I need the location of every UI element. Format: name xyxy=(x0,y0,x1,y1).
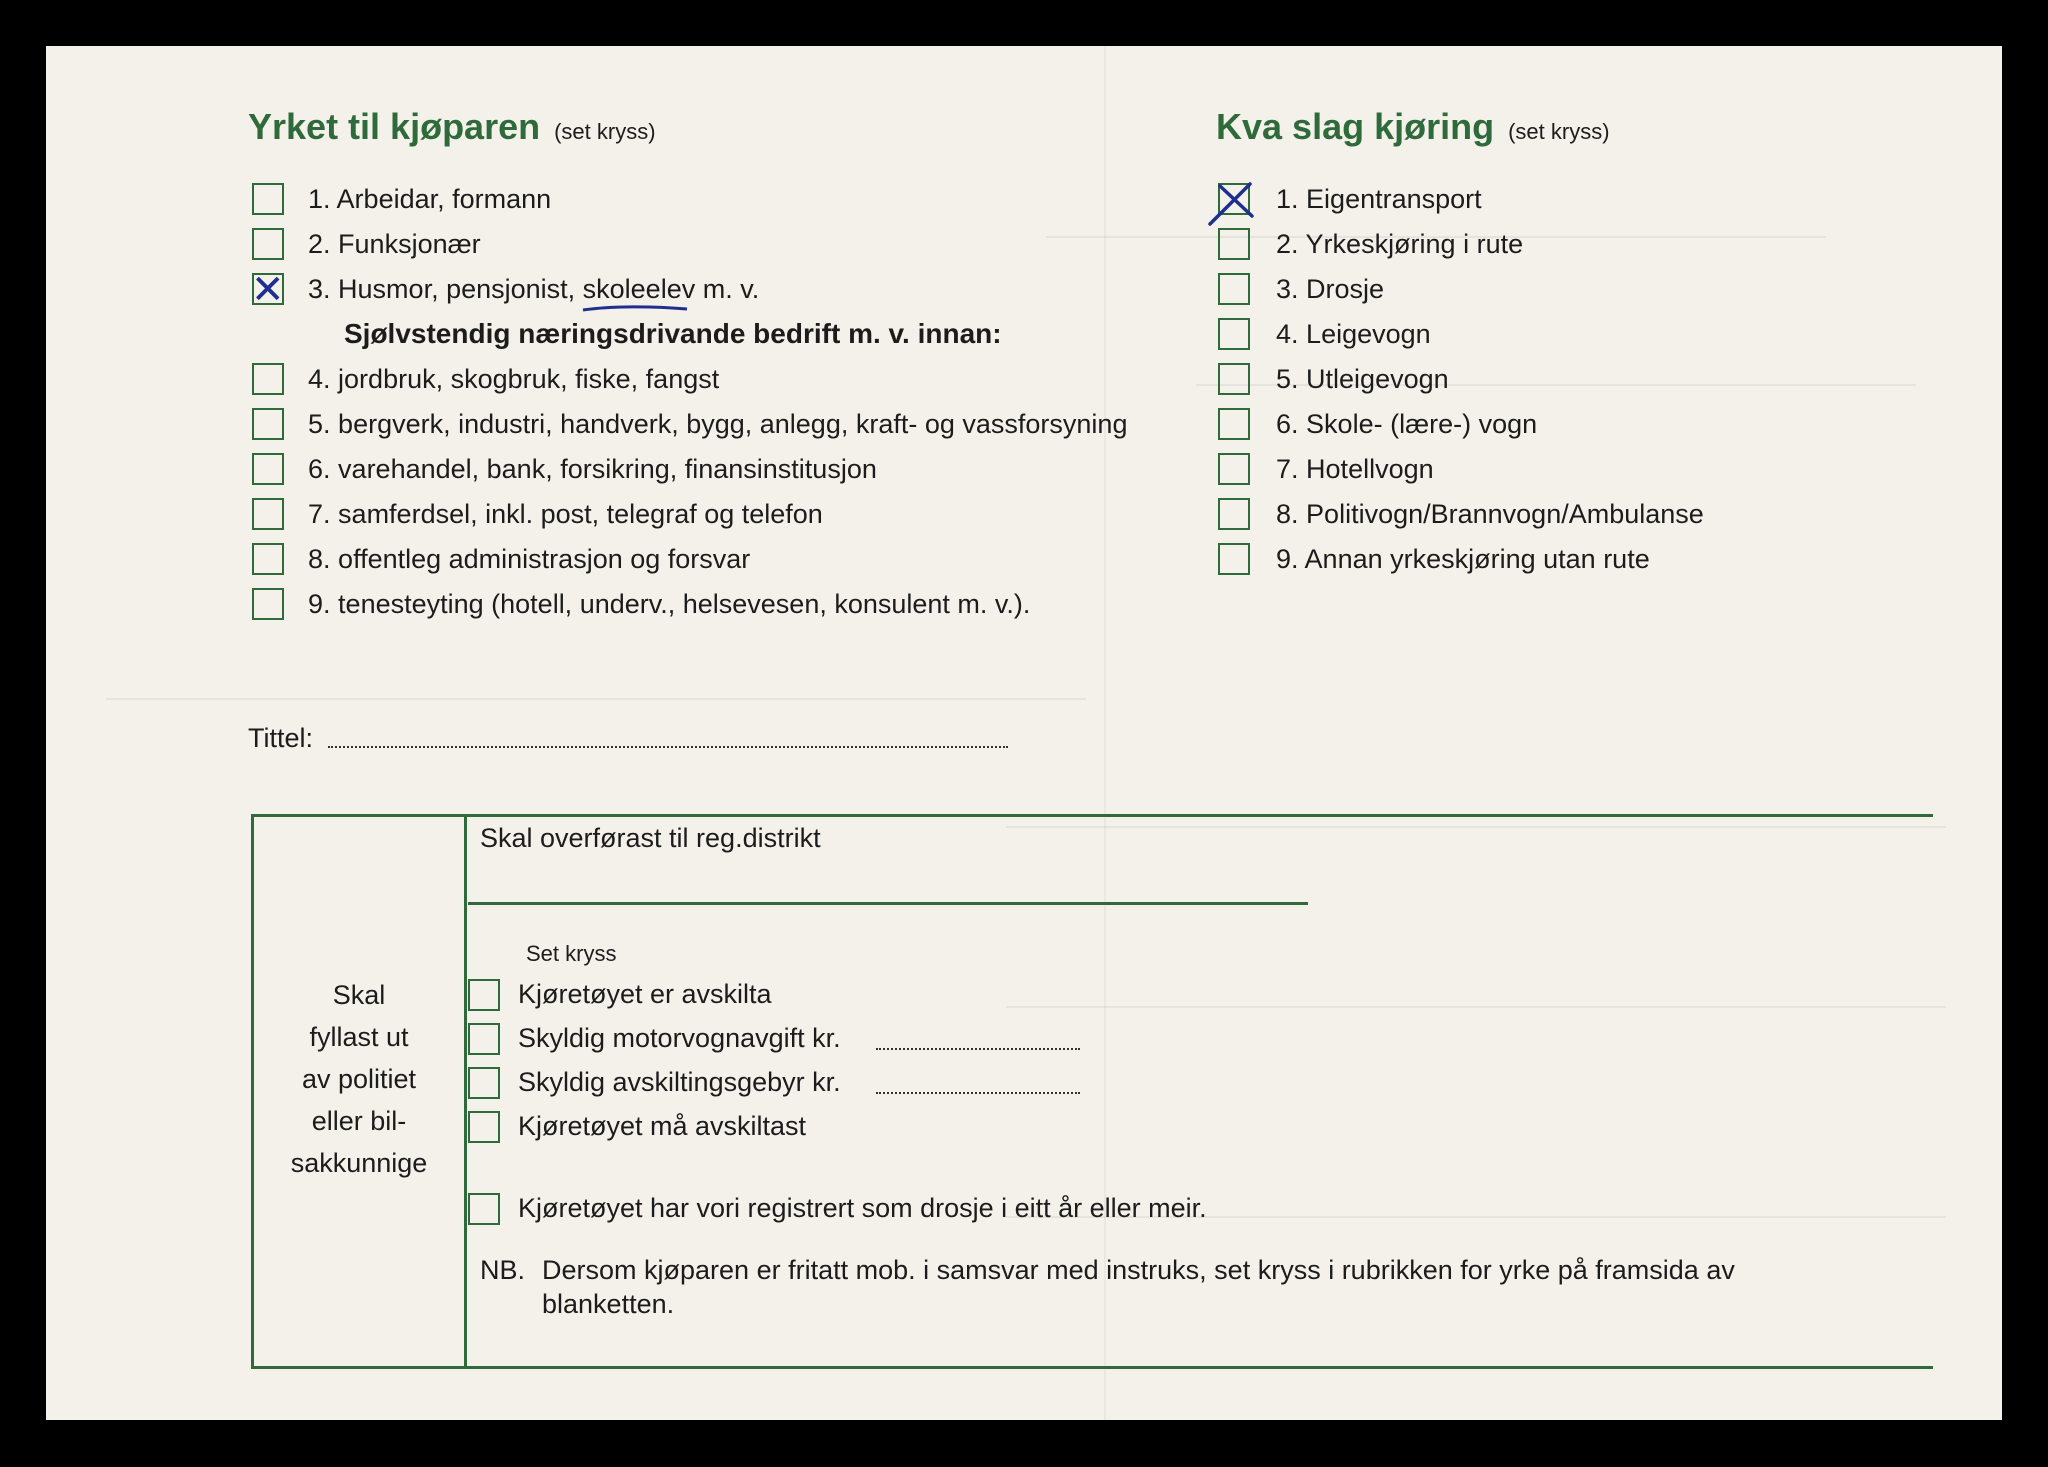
option-number: 8. xyxy=(308,544,331,574)
option-number: 1. xyxy=(308,184,331,214)
option-label: m. v. xyxy=(695,274,760,304)
nb-note-line-1: Dersom kjøparen er fritatt mob. i samsvar med instruks, set kryss i rubrikken for yrke på framsida av xyxy=(542,1255,1735,1285)
option-label: jordbruk, skogbruk, fiske, fangst xyxy=(338,364,720,394)
option-number: 3. xyxy=(308,274,331,304)
occupation-title: Yrket til kjøparen xyxy=(248,106,541,147)
occupation-checkbox-8[interactable] xyxy=(252,543,284,575)
option-number: 4. xyxy=(1276,319,1299,349)
taxi-registered-label: Kjøretøyet har vori registrert som drosje i eitt år eller meir. xyxy=(518,1193,1207,1223)
driving-type-heading xyxy=(1216,106,1610,148)
police-box-top-border xyxy=(251,814,1933,817)
driving-checkbox-3[interactable] xyxy=(1218,273,1250,305)
driving-checkbox-2[interactable] xyxy=(1218,228,1250,260)
option-number: 6. xyxy=(1276,409,1299,439)
plate-fee-checkbox[interactable] xyxy=(468,1067,500,1099)
option-number: 1. xyxy=(1276,184,1299,214)
option-label: Politivogn/Brannvogn/Ambulanse xyxy=(1306,499,1704,529)
side-label-line: sakkunnige xyxy=(290,1148,428,1178)
option-label: Skole- (lære-) vogn xyxy=(1306,409,1538,439)
x-check-mark-icon xyxy=(1206,176,1258,228)
nb-note-line-2: blanketten. xyxy=(542,1289,675,1319)
driving-checkbox-9[interactable] xyxy=(1218,543,1250,575)
set-kryss-label: Set kryss xyxy=(526,941,617,966)
option-number: 4. xyxy=(308,364,331,394)
occupation-subtitle: (set kryss) xyxy=(554,119,656,144)
option-label: Husmor, pensjonist, xyxy=(338,274,583,304)
option-label: Annan yrkeskjøring utan rute xyxy=(1304,544,1650,574)
must-deregister-checkbox[interactable] xyxy=(468,1111,500,1143)
occupation-checkbox-5[interactable] xyxy=(252,408,284,440)
option-number: 9. xyxy=(308,589,331,619)
police-box-bottom-border xyxy=(251,1366,1933,1369)
deregistered-label: Kjøretøyet er avskilta xyxy=(518,979,772,1009)
police-side-label xyxy=(254,974,464,1184)
option-label-underlined: skoleelev xyxy=(582,274,696,304)
pen-underline-icon xyxy=(581,304,691,314)
option-number: 9. xyxy=(1276,544,1299,574)
district-field-line[interactable] xyxy=(468,902,1308,905)
plate-fee-label: Skyldig avskiltingsgebyr kr. xyxy=(518,1067,841,1097)
occupation-checkbox-1[interactable] xyxy=(252,183,284,215)
side-label-line: eller bil- xyxy=(311,1106,407,1136)
option-label: Drosje xyxy=(1306,274,1385,304)
vehicle-tax-amount-field[interactable] xyxy=(876,1048,1080,1050)
driving-type-title: Kva slag kjøring xyxy=(1216,106,1495,147)
occupation-checkbox-4[interactable] xyxy=(252,363,284,395)
option-label: offentleg administrasjon og forsvar xyxy=(338,544,751,574)
option-number: 3. xyxy=(1276,274,1299,304)
side-label-line: Skal xyxy=(332,980,386,1010)
vehicle-tax-label: Skyldig motorvognavgift kr. xyxy=(518,1023,841,1053)
option-label: Hotellvogn xyxy=(1306,454,1434,484)
section-heading: Sjølvstendig næringsdrivande bedrift m. v. innan: xyxy=(344,318,1002,349)
occupation-checkbox-6[interactable] xyxy=(252,453,284,485)
option-label: varehandel, bank, forsikring, finansinstitusjon xyxy=(338,454,877,484)
driving-checkbox-8[interactable] xyxy=(1218,498,1250,530)
option-number: 7. xyxy=(1276,454,1299,484)
show-through-line xyxy=(1006,1006,1946,1008)
driving-checkbox-5[interactable] xyxy=(1218,363,1250,395)
occupation-heading xyxy=(248,106,656,148)
transfer-district-label: Skal overførast til reg.distrikt xyxy=(480,823,821,853)
option-label: Yrkeskjøring i rute xyxy=(1305,229,1524,259)
option-label: Leigevogn xyxy=(1306,319,1431,349)
deregistered-checkbox[interactable] xyxy=(468,979,500,1011)
taxi-registered-checkbox[interactable] xyxy=(468,1193,500,1225)
option-number: 6. xyxy=(308,454,331,484)
option-number: 8. xyxy=(1276,499,1299,529)
x-check-mark-icon: ✕ xyxy=(251,267,285,313)
driving-type-subtitle: (set kryss) xyxy=(1508,119,1610,144)
side-label-line: fyllast ut xyxy=(309,1022,409,1052)
form-sheet xyxy=(46,46,2002,1420)
show-through-line xyxy=(1006,826,1946,828)
option-number: 2. xyxy=(308,229,331,259)
tittel-field[interactable] xyxy=(328,746,1008,748)
driving-checkbox-4[interactable] xyxy=(1218,318,1250,350)
option-label: Eigentransport xyxy=(1306,184,1482,214)
option-number: 2. xyxy=(1276,229,1299,259)
option-label: Utleigevogn xyxy=(1306,364,1449,394)
option-number: 5. xyxy=(1276,364,1299,394)
option-label: tenesteyting (hotell, underv., helsevesen, konsulent m. v.). xyxy=(338,589,1031,619)
side-label-line: av politiet xyxy=(301,1064,417,1094)
must-deregister-label: Kjøretøyet må avskiltast xyxy=(518,1111,807,1141)
option-label: samferdsel, inkl. post, telegraf og telefon xyxy=(338,499,823,529)
occupation-checkbox-7[interactable] xyxy=(252,498,284,530)
occupation-checkbox-9[interactable] xyxy=(252,588,284,620)
driving-checkbox-7[interactable] xyxy=(1218,453,1250,485)
option-number: 7. xyxy=(308,499,331,529)
underlined-word xyxy=(583,274,696,304)
option-number: 5. xyxy=(308,409,331,439)
show-through-line xyxy=(106,698,1086,700)
option-label: Funksjonær xyxy=(338,229,481,259)
police-box-divider xyxy=(464,814,467,1369)
tittel-label: Tittel: xyxy=(248,723,314,753)
driving-checkbox-6[interactable] xyxy=(1218,408,1250,440)
nb-prefix: NB. xyxy=(480,1255,526,1285)
option-label: Arbeidar, formann xyxy=(336,184,552,214)
plate-fee-amount-field[interactable] xyxy=(876,1092,1080,1094)
occupation-checkbox-2[interactable] xyxy=(252,228,284,260)
option-label: bergverk, industri, handverk, bygg, anlegg, kraft- og vassforsyning xyxy=(338,409,1128,439)
vehicle-tax-checkbox[interactable] xyxy=(468,1023,500,1055)
